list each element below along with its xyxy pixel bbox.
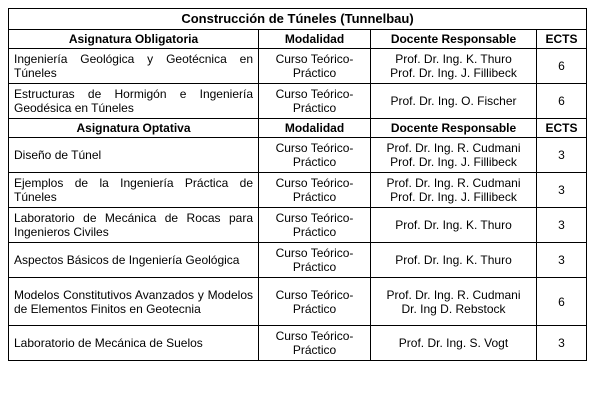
modalidad-line: Curso Teórico- xyxy=(275,329,354,343)
modalidad-line: Curso Teórico- xyxy=(275,52,354,66)
modalidad-line: Curso Teórico- xyxy=(275,246,354,260)
course-ects: 6 xyxy=(537,84,587,119)
header-asignatura-obligatoria: Asignatura Obligatoria xyxy=(9,30,259,49)
course-ects: 6 xyxy=(537,49,587,84)
header-asignatura-optativa: Asignatura Optativa xyxy=(9,119,259,138)
table-row xyxy=(9,208,587,243)
course-ects: 3 xyxy=(537,326,587,361)
table-row xyxy=(9,49,587,84)
header-modalidad: Modalidad xyxy=(259,119,371,138)
course-modalidad xyxy=(259,84,371,119)
modalidad-line: Curso Teórico- xyxy=(275,87,354,101)
course-ects: 3 xyxy=(537,208,587,243)
course-docentes xyxy=(371,138,537,173)
course-ects: 3 xyxy=(537,173,587,208)
course-modalidad xyxy=(259,326,371,361)
header-row-obligatoria xyxy=(9,30,587,49)
docente-name: Prof. Dr. Ing. K. Thuro xyxy=(395,218,512,232)
docente-name: Dr. Ing D. Rebstock xyxy=(401,301,506,316)
course-modalidad xyxy=(259,138,371,173)
course-docentes xyxy=(371,278,537,326)
docente-name: Prof. Dr. Ing. R. Cudmani xyxy=(386,141,521,155)
modalidad-line: Curso Teórico- xyxy=(275,211,354,225)
table-row xyxy=(9,278,587,326)
header-docente: Docente Responsable xyxy=(371,30,537,49)
table-row xyxy=(9,326,587,361)
header-ects: ECTS xyxy=(537,30,587,49)
docente-name: Prof. Dr. Ing. S. Vogt xyxy=(398,336,509,350)
modalidad-line: Práctico xyxy=(292,225,337,239)
course-name: Aspectos Básicos de Ingeniería Geológica xyxy=(9,243,259,278)
docente-name: Prof. Dr. Ing. J. Fillibeck xyxy=(390,66,517,80)
course-modalidad xyxy=(259,243,371,278)
course-docentes xyxy=(371,84,537,119)
optativa-rows xyxy=(9,138,587,361)
modalidad-line: Curso Teórico- xyxy=(275,176,354,190)
course-docentes xyxy=(371,208,537,243)
course-modalidad xyxy=(259,278,371,326)
docente-name: Prof. Dr. Ing. K. Thuro xyxy=(395,253,512,267)
course-name: Modelos Constitutivos Avanzados y Modelos de Elementos Finitos en Geotecnia xyxy=(9,278,259,326)
docente-name: Prof. Dr. Ing. O. Fischer xyxy=(390,94,517,108)
modalidad-line: Práctico xyxy=(292,260,337,274)
modalidad-line: Práctico xyxy=(292,101,337,115)
course-table xyxy=(8,8,587,361)
table-row xyxy=(9,243,587,278)
modalidad-line: Curso Teórico- xyxy=(275,141,354,155)
table-title: Construcción de Túneles (Tunnelbau) xyxy=(9,9,587,30)
obligatoria-rows xyxy=(9,49,587,119)
docente-name: Prof. Dr. Ing. J. Fillibeck xyxy=(390,190,517,204)
header-ects: ECTS xyxy=(537,119,587,138)
course-ects: 3 xyxy=(537,138,587,173)
modalidad-line: Práctico xyxy=(292,343,337,357)
modalidad-line: Práctico xyxy=(292,190,337,204)
course-ects: 3 xyxy=(537,243,587,278)
course-name: Ejemplos de la Ingeniería Práctica de Túneles xyxy=(9,173,259,208)
table-row xyxy=(9,173,587,208)
modalidad-line: Práctico xyxy=(292,155,337,169)
course-name: Laboratorio de Mecánica de Rocas para Ingenieros Civiles xyxy=(9,208,259,243)
table-row xyxy=(9,84,587,119)
course-ects: 6 xyxy=(537,278,587,326)
course-docentes xyxy=(371,243,537,278)
docente-name: Prof. Dr. Ing. R. Cudmani xyxy=(386,176,521,190)
header-docente: Docente Responsable xyxy=(371,119,537,138)
header-row-optativa xyxy=(9,119,587,138)
docente-name: Prof. Dr. Ing. R. Cudmani xyxy=(386,287,521,302)
docente-name: Prof. Dr. Ing. K. Thuro xyxy=(395,52,512,66)
course-modalidad xyxy=(259,208,371,243)
modalidad-line: Curso Teórico- xyxy=(275,287,354,302)
course-name: Ingeniería Geológica y Geotécnica en Túneles xyxy=(9,49,259,84)
course-name: Diseño de Túnel xyxy=(9,138,259,173)
course-docentes xyxy=(371,49,537,84)
course-name: Estructuras de Hormigón e Ingeniería Geodésica en Túneles xyxy=(9,84,259,119)
course-docentes xyxy=(371,326,537,361)
course-docentes xyxy=(371,173,537,208)
course-modalidad xyxy=(259,49,371,84)
docente-name: Prof. Dr. Ing. J. Fillibeck xyxy=(390,155,517,169)
header-modalidad: Modalidad xyxy=(259,30,371,49)
table-row xyxy=(9,138,587,173)
modalidad-line: Práctico xyxy=(292,66,337,80)
modalidad-line: Práctico xyxy=(292,301,337,316)
course-name: Laboratorio de Mecánica de Suelos xyxy=(9,326,259,361)
course-modalidad xyxy=(259,173,371,208)
